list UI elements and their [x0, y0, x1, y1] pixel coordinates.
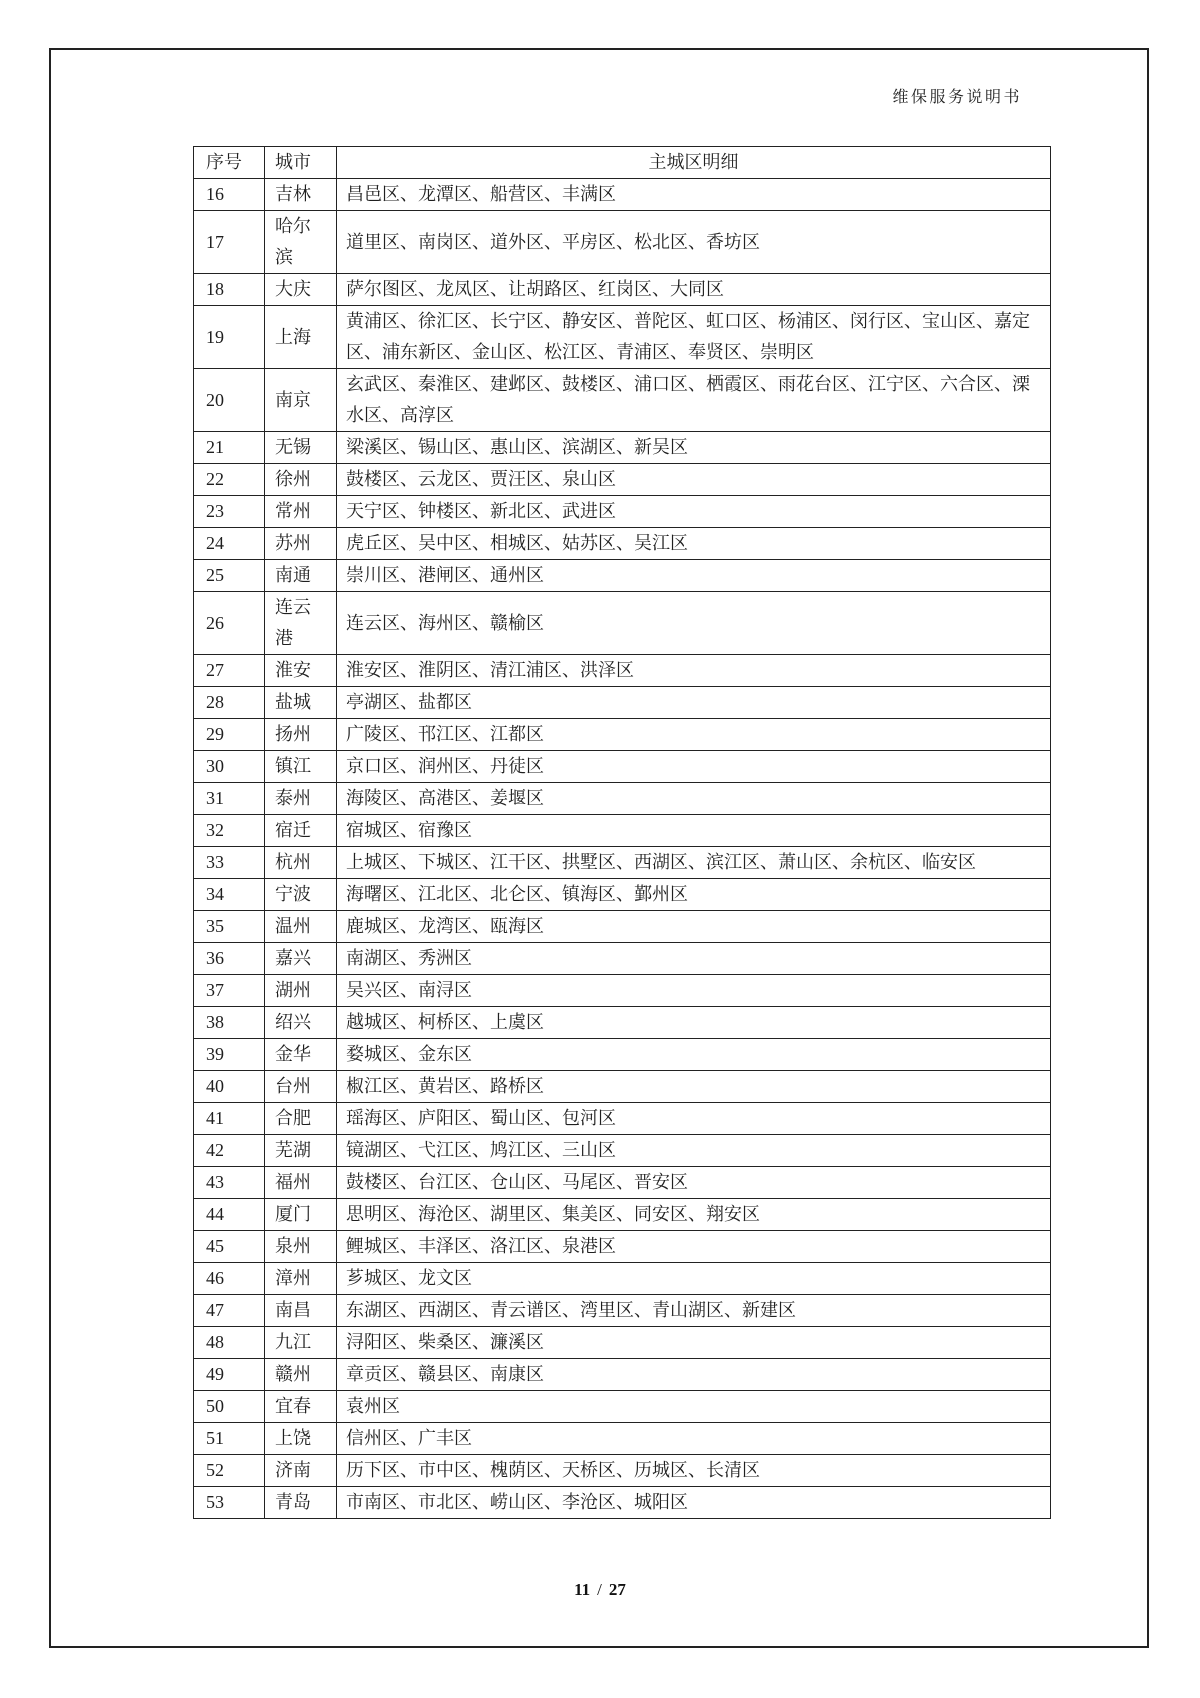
row-city-cell: 湖州 — [265, 975, 337, 1007]
row-districts-cell: 黄浦区、徐汇区、长宁区、静安区、普陀区、虹口区、杨浦区、闵行区、宝山区、嘉定区、浦东新区、金山区、松江区、青浦区、奉贤区、崇明区 — [337, 306, 1051, 369]
row-city-cell: 泰州 — [265, 783, 337, 815]
table-row — [194, 751, 1051, 783]
column-header-index: 序号 — [194, 147, 265, 179]
row-districts-cell: 东湖区、西湖区、青云谱区、湾里区、青山湖区、新建区 — [337, 1295, 1051, 1327]
row-city-cell: 杭州 — [265, 847, 337, 879]
document-header-title: 维保服务说明书 — [892, 89, 1022, 106]
row-districts-cell: 海曙区、江北区、北仑区、镇海区、鄞州区 — [337, 879, 1051, 911]
row-city-cell: 泉州 — [265, 1231, 337, 1263]
table-row — [194, 1039, 1051, 1071]
column-header-city: 城市 — [265, 147, 337, 179]
table-row — [194, 655, 1051, 687]
table-row — [194, 560, 1051, 592]
row-index-cell: 42 — [194, 1135, 265, 1167]
row-index-cell: 16 — [194, 179, 265, 211]
row-city-cell: 徐州 — [265, 464, 337, 496]
row-districts-cell: 椒江区、黄岩区、路桥区 — [337, 1071, 1051, 1103]
row-districts-cell: 海陵区、高港区、姜堰区 — [337, 783, 1051, 815]
table-row — [194, 911, 1051, 943]
row-index-cell: 25 — [194, 560, 265, 592]
row-index-cell: 35 — [194, 911, 265, 943]
table-header — [194, 147, 1051, 179]
row-city-cell: 赣州 — [265, 1359, 337, 1391]
row-index-cell: 41 — [194, 1103, 265, 1135]
row-index-cell: 39 — [194, 1039, 265, 1071]
table-row — [194, 1423, 1051, 1455]
row-city-cell: 绍兴 — [265, 1007, 337, 1039]
row-districts-cell: 鼓楼区、云龙区、贾汪区、泉山区 — [337, 464, 1051, 496]
row-city-cell: 合肥 — [265, 1103, 337, 1135]
row-index-cell: 44 — [194, 1199, 265, 1231]
table-row — [194, 847, 1051, 879]
row-districts-cell: 昌邑区、龙潭区、船营区、丰满区 — [337, 179, 1051, 211]
table-row — [194, 687, 1051, 719]
row-index-cell: 36 — [194, 943, 265, 975]
table-row — [194, 879, 1051, 911]
row-city-cell: 连云港 — [265, 592, 337, 655]
row-index-cell: 40 — [194, 1071, 265, 1103]
row-districts-cell: 广陵区、邗江区、江都区 — [337, 719, 1051, 751]
row-index-cell: 29 — [194, 719, 265, 751]
row-districts-cell: 历下区、市中区、槐荫区、天桥区、历城区、长清区 — [337, 1455, 1051, 1487]
row-city-cell: 台州 — [265, 1071, 337, 1103]
row-city-cell: 上海 — [265, 306, 337, 369]
row-city-cell: 哈尔滨 — [265, 211, 337, 274]
table-row — [194, 592, 1051, 655]
row-index-cell: 49 — [194, 1359, 265, 1391]
table-row — [194, 179, 1051, 211]
page-number-current: 11 — [574, 1580, 591, 1599]
row-districts-cell: 玄武区、秦淮区、建邺区、鼓楼区、浦口区、栖霞区、雨花台区、江宁区、六合区、溧水区、高淳区 — [337, 369, 1051, 432]
table-row — [194, 369, 1051, 432]
table-row — [194, 1295, 1051, 1327]
column-header-districts: 主城区明细 — [337, 147, 1051, 179]
table-row — [194, 1327, 1051, 1359]
table-body — [194, 179, 1051, 1519]
table-row — [194, 211, 1051, 274]
row-city-cell: 南京 — [265, 369, 337, 432]
row-city-cell: 嘉兴 — [265, 943, 337, 975]
row-index-cell: 21 — [194, 432, 265, 464]
row-city-cell: 南昌 — [265, 1295, 337, 1327]
row-districts-cell: 镜湖区、弋江区、鸠江区、三山区 — [337, 1135, 1051, 1167]
row-districts-cell: 淮安区、淮阴区、清江浦区、洪泽区 — [337, 655, 1051, 687]
row-districts-cell: 鹿城区、龙湾区、瓯海区 — [337, 911, 1051, 943]
table-row — [194, 1071, 1051, 1103]
page-footer — [0, 1580, 1200, 1600]
row-city-cell: 盐城 — [265, 687, 337, 719]
table-row — [194, 306, 1051, 369]
row-city-cell: 金华 — [265, 1039, 337, 1071]
table-row — [194, 1231, 1051, 1263]
row-index-cell: 20 — [194, 369, 265, 432]
row-index-cell: 43 — [194, 1167, 265, 1199]
row-city-cell: 扬州 — [265, 719, 337, 751]
row-index-cell: 50 — [194, 1391, 265, 1423]
row-city-cell: 宿迁 — [265, 815, 337, 847]
row-index-cell: 31 — [194, 783, 265, 815]
table-row — [194, 943, 1051, 975]
row-city-cell: 漳州 — [265, 1263, 337, 1295]
row-districts-cell: 南湖区、秀洲区 — [337, 943, 1051, 975]
row-districts-cell: 越城区、柯桥区、上虞区 — [337, 1007, 1051, 1039]
row-districts-cell: 袁州区 — [337, 1391, 1051, 1423]
table-header-row — [194, 147, 1051, 179]
row-city-cell: 厦门 — [265, 1199, 337, 1231]
city-districts-table — [193, 146, 1051, 1519]
table-row — [194, 1391, 1051, 1423]
page-number-total: 27 — [608, 1580, 626, 1599]
table-row — [194, 719, 1051, 751]
row-districts-cell: 虎丘区、吴中区、相城区、姑苏区、吴江区 — [337, 528, 1051, 560]
row-city-cell: 无锡 — [265, 432, 337, 464]
row-city-cell: 淮安 — [265, 655, 337, 687]
table-row — [194, 1487, 1051, 1519]
table-row — [194, 975, 1051, 1007]
row-index-cell: 23 — [194, 496, 265, 528]
table-row — [194, 1263, 1051, 1295]
row-districts-cell: 思明区、海沧区、湖里区、集美区、同安区、翔安区 — [337, 1199, 1051, 1231]
row-districts-cell: 连云区、海州区、赣榆区 — [337, 592, 1051, 655]
row-districts-cell: 梁溪区、锡山区、惠山区、滨湖区、新吴区 — [337, 432, 1051, 464]
table-row — [194, 432, 1051, 464]
page-number-separator: / — [597, 1580, 602, 1599]
table-row — [194, 1167, 1051, 1199]
row-city-cell: 温州 — [265, 911, 337, 943]
row-index-cell: 26 — [194, 592, 265, 655]
row-index-cell: 17 — [194, 211, 265, 274]
row-index-cell: 37 — [194, 975, 265, 1007]
row-index-cell: 47 — [194, 1295, 265, 1327]
row-city-cell: 九江 — [265, 1327, 337, 1359]
row-districts-cell: 亭湖区、盐都区 — [337, 687, 1051, 719]
table-row — [194, 496, 1051, 528]
row-districts-cell: 吴兴区、南浔区 — [337, 975, 1051, 1007]
row-index-cell: 32 — [194, 815, 265, 847]
row-districts-cell: 章贡区、赣县区、南康区 — [337, 1359, 1051, 1391]
table-row — [194, 783, 1051, 815]
row-city-cell: 常州 — [265, 496, 337, 528]
row-city-cell: 青岛 — [265, 1487, 337, 1519]
row-index-cell: 45 — [194, 1231, 265, 1263]
table-row — [194, 815, 1051, 847]
row-index-cell: 33 — [194, 847, 265, 879]
row-city-cell: 宁波 — [265, 879, 337, 911]
table-row — [194, 1199, 1051, 1231]
row-index-cell: 27 — [194, 655, 265, 687]
row-districts-cell: 宿城区、宿豫区 — [337, 815, 1051, 847]
row-city-cell: 上饶 — [265, 1423, 337, 1455]
row-city-cell: 宜春 — [265, 1391, 337, 1423]
row-city-cell: 芜湖 — [265, 1135, 337, 1167]
row-index-cell: 46 — [194, 1263, 265, 1295]
row-index-cell: 34 — [194, 879, 265, 911]
row-districts-cell: 萨尔图区、龙凤区、让胡路区、红岗区、大同区 — [337, 274, 1051, 306]
row-districts-cell: 鲤城区、丰泽区、洛江区、泉港区 — [337, 1231, 1051, 1263]
row-city-cell: 吉林 — [265, 179, 337, 211]
row-city-cell: 大庆 — [265, 274, 337, 306]
row-city-cell: 苏州 — [265, 528, 337, 560]
row-districts-cell: 道里区、南岗区、道外区、平房区、松北区、香坊区 — [337, 211, 1051, 274]
row-districts-cell: 婺城区、金东区 — [337, 1039, 1051, 1071]
row-index-cell: 19 — [194, 306, 265, 369]
row-index-cell: 30 — [194, 751, 265, 783]
table-row — [194, 1455, 1051, 1487]
row-districts-cell: 芗城区、龙文区 — [337, 1263, 1051, 1295]
row-districts-cell: 瑶海区、庐阳区、蜀山区、包河区 — [337, 1103, 1051, 1135]
row-districts-cell: 崇川区、港闸区、通州区 — [337, 560, 1051, 592]
row-index-cell: 51 — [194, 1423, 265, 1455]
row-city-cell: 南通 — [265, 560, 337, 592]
row-index-cell: 48 — [194, 1327, 265, 1359]
row-districts-cell: 上城区、下城区、江干区、拱墅区、西湖区、滨江区、萧山区、余杭区、临安区 — [337, 847, 1051, 879]
row-city-cell: 福州 — [265, 1167, 337, 1199]
table-row — [194, 528, 1051, 560]
row-districts-cell: 天宁区、钟楼区、新北区、武进区 — [337, 496, 1051, 528]
table-row — [194, 274, 1051, 306]
table-row — [194, 1359, 1051, 1391]
row-districts-cell: 鼓楼区、台江区、仓山区、马尾区、晋安区 — [337, 1167, 1051, 1199]
row-districts-cell: 京口区、润州区、丹徒区 — [337, 751, 1051, 783]
row-index-cell: 28 — [194, 687, 265, 719]
row-city-cell: 镇江 — [265, 751, 337, 783]
row-districts-cell: 浔阳区、柴桑区、濂溪区 — [337, 1327, 1051, 1359]
table-row — [194, 1007, 1051, 1039]
table-row — [194, 464, 1051, 496]
table-row — [194, 1135, 1051, 1167]
row-districts-cell: 市南区、市北区、崂山区、李沧区、城阳区 — [337, 1487, 1051, 1519]
row-index-cell: 38 — [194, 1007, 265, 1039]
row-city-cell: 济南 — [265, 1455, 337, 1487]
row-index-cell: 18 — [194, 274, 265, 306]
row-index-cell: 24 — [194, 528, 265, 560]
table-row — [194, 1103, 1051, 1135]
row-index-cell: 53 — [194, 1487, 265, 1519]
row-districts-cell: 信州区、广丰区 — [337, 1423, 1051, 1455]
row-index-cell: 22 — [194, 464, 265, 496]
row-index-cell: 52 — [194, 1455, 265, 1487]
